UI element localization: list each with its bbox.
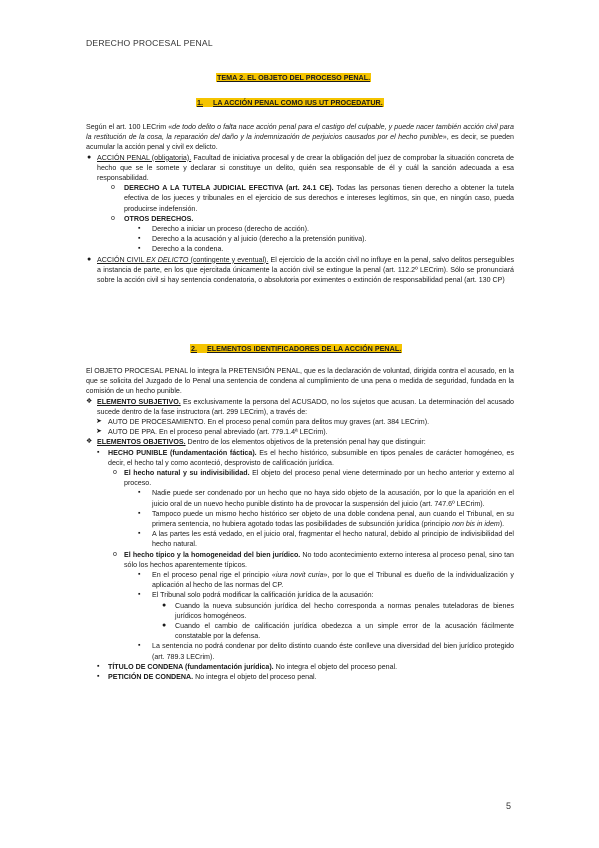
auto-text: AUTO DE PROCESAMIENTO. En el proceso penal común para delitos muy graves (art. 384 LECrim).	[108, 418, 430, 427]
cuando-item-1	[86, 601, 514, 621]
sentencia-item	[86, 641, 514, 661]
hecho-tipico-item	[86, 550, 514, 570]
diamond-bullet-icon: ❖	[86, 397, 93, 405]
hecho-natural-text: El objeto del proceso penal viene determinado por un hecho anterior y externo al proceso.	[124, 469, 514, 488]
square-bullet-icon: ▪	[138, 489, 141, 497]
arrow-bullet-icon: ➤	[96, 418, 102, 426]
auto-procesamiento-item	[86, 417, 514, 427]
subjetivo-text: Es exclusivamente la persona del ACUSADO, no los sujetos que acusan. La determinación del acusado sucede dentro de la fase instructora (art. 299 LECrim), a través de:	[97, 397, 514, 416]
square-bullet-icon: ▪	[138, 642, 141, 650]
objetivos-label: ELEMENTOS OBJETIVOS.	[97, 438, 186, 447]
square-bullet-icon: ▪	[97, 673, 100, 681]
bullet-icon: ●	[87, 153, 92, 161]
natural-point-3	[86, 529, 514, 549]
otros-derechos-label: OTROS DERECHOS.	[124, 214, 194, 223]
accion-penal-item	[86, 153, 514, 184]
hecho-natural-item	[86, 468, 514, 488]
circle-bullet-icon: o	[113, 550, 117, 558]
running-header: DERECHO PROCESAL PENAL	[86, 38, 213, 48]
intro-quote: de todo delito o falta nace acción penal para el castigo del culpable, y puede nacer también acción civil para la restitución de la cosa, la reparación del daño y la indemnización de perjuicios causados por el hecho punible	[86, 123, 514, 142]
accion-civil-text: El ejercicio de la acción civil no influye en la penal, salvo delitos perseguibles a instancia de parte, en los que ejercitada únicamente la acción civil se extingue la penal (art. 112.2º LECrim). Sólo se pronunciará sobre la acción civil si hay sentencia condenatoria, o absolutoria por eximentes o extinción de responsabilidad penal (art. 130 CP)	[97, 255, 514, 285]
tribunal-text: El Tribunal solo podrá modificar la calificación jurídica de la acusación:	[152, 591, 374, 600]
hecho-punible-item	[86, 448, 514, 468]
intro-text-a: Según el art. 100 LECrim «	[86, 123, 173, 131]
derecho-text: Derecho a la acusación y al juicio (derecho a la pretensión punitiva).	[152, 235, 367, 244]
section1-heading	[196, 98, 384, 107]
natural-point-text: Nadie puede ser condenado por un hecho que no haya sido objeto de la acusación, por lo que la aparición en el juicio oral de un nuevo hecho punible distinto ha de provocar la suspensión del juicio (art. 747.6º LECrim).	[152, 489, 514, 508]
natural-point-text: Tampoco puede un mismo hecho histórico ser objeto de una doble condena penal, aun cuando el Tribunal, en su primera sentencia, no hubiera agotado todas las posibilidades de subsunción jurídica (principio	[152, 509, 514, 529]
derecho-text: Derecho a la condena.	[152, 245, 224, 254]
auto-ppa-item	[86, 427, 514, 437]
section1-number: 1.	[197, 98, 203, 107]
iura-novit-curia: iura novit curia	[275, 571, 324, 580]
titulo-condena-item	[86, 662, 514, 672]
square-bullet-icon: ▪	[138, 235, 141, 243]
hecho-tipico-label: El hecho típico y la homogeneidad del bien jurídico.	[124, 550, 301, 559]
natural-point-2	[86, 509, 514, 529]
square-bullet-icon: ▪	[97, 662, 100, 670]
article-100-paragraph	[86, 122, 514, 153]
objeto-procesal-paragraph: El OBJETO PROCESAL PENAL lo integra la PRETENSIÓN PENAL, que es la declaración de voluntad, dirigida contra el acusado, en la que se solicita del Juzgado de lo Penal una sentencia de condena al cumplimiento de una pena o medida de seguridad, fundada en la comisión de un hecho punible.	[86, 367, 514, 396]
accion-penal-label: ACCIÓN PENAL (obligatoria).	[97, 153, 192, 162]
non-bis-close: ).	[499, 520, 505, 529]
section2-body	[86, 366, 514, 682]
square-bullet-icon: ▪	[138, 509, 141, 517]
section1-body	[86, 122, 514, 285]
hecho-natural-label: El hecho natural y su indivisibilidad.	[124, 469, 250, 478]
peticion-condena-item	[86, 672, 514, 682]
cuando-text: Cuando el cambio de calificación jurídica obedezca a un simple error de la acusación fácilmente constatable por la defensa.	[175, 622, 514, 641]
iura-text-a: En el proceso penal rige el principio «	[152, 571, 276, 580]
iura-novit-curia-item	[86, 570, 514, 590]
bullet-icon: ●	[87, 255, 92, 263]
tutela-item	[86, 183, 514, 214]
accion-civil-item	[86, 255, 514, 286]
elementos-objetivos-item	[86, 437, 514, 447]
ex-delicto-label: EX DELICTO	[146, 255, 189, 264]
circle-bullet-icon: o	[113, 469, 117, 477]
bullet-icon: ●	[162, 622, 167, 630]
natural-point-1	[86, 488, 514, 508]
objetivos-text: Dentro de los elementos objetivos de la pretensión penal hay que distinguir:	[185, 438, 426, 447]
square-bullet-icon: ▪	[138, 225, 141, 233]
otros-derecho-1	[86, 224, 514, 234]
accion-civil-label-tail: (contingente y eventual).	[188, 255, 269, 264]
intro-text-c: », es decir, se pueden acumular la acción penal y civil ex delicto.	[86, 133, 514, 152]
section2-heading	[190, 344, 402, 353]
square-bullet-icon: ▪	[138, 245, 141, 253]
cuando-text: Cuando la nueva subsunción jurídica del hecho corresponda a normas penales tuteladoras de bienes jurídicos homogéneos.	[175, 601, 514, 620]
subjetivo-label: ELEMENTO SUBJETIVO.	[97, 397, 181, 406]
section2-title: ELEMENTOS IDENTIFICADORES DE LA ACCIÓN PENAL.	[207, 344, 402, 353]
square-bullet-icon: ▪	[138, 591, 141, 599]
bullet-icon: ●	[162, 601, 167, 609]
titulo-condena-label: TÍTULO DE CONDENA (fundamentación jurídica).	[108, 662, 274, 671]
auto-text: AUTO DE PPA. En el proceso penal abreviado (art. 779.1.4ª LECrim).	[108, 428, 328, 437]
square-bullet-icon: ▪	[138, 571, 141, 579]
peticion-condena-text: No integra el objeto del proceso penal.	[193, 673, 317, 682]
circle-bullet-icon: o	[111, 214, 115, 222]
square-bullet-icon: ▪	[138, 530, 141, 538]
otros-derecho-3	[86, 244, 514, 254]
diamond-bullet-icon: ❖	[86, 438, 93, 446]
hecho-tipico-text: No todo acontecimiento externo interesa al proceso penal, sino tan sólo los hechos aparentemente típicos.	[124, 550, 514, 569]
circle-bullet-icon: o	[111, 184, 115, 192]
section2-number: 2.	[191, 344, 197, 353]
hecho-punible-text: Es el hecho histórico, subsumible en tipos penales de carácter homogéneo, es decir, el hecho tal y como aconteció, desprovisto de calificación jurídica.	[108, 448, 514, 467]
page-number: 5	[505, 801, 511, 811]
tutela-label: DERECHO A LA TUTELA JUDICIAL EFECTIVA (art. 24.1 CE).	[124, 184, 334, 193]
arrow-bullet-icon: ➤	[96, 428, 102, 436]
accion-penal-text: Facultad de iniciativa procesal y de crear la obligación del juez de comprobar la situación concreta de hecho que se le somete y declarar si constituye un delito, quién sea responsable de él y cuál la sanción adecuada a esa responsabilidad.	[97, 153, 514, 183]
titulo-condena-text: No integra el objeto del proceso penal.	[273, 662, 398, 671]
otros-derecho-2	[86, 234, 514, 244]
sentencia-text: La sentencia no podrá condenar por delito distinto cuando éste conlleve una diversidad del bien jurídico protegido (art. 789.3 LECrim).	[152, 642, 514, 661]
accion-civil-label: ACCIÓN CIVIL	[97, 255, 147, 264]
derecho-text: Derecho a iniciar un proceso (derecho de acción).	[152, 225, 309, 234]
tribunal-item	[86, 590, 514, 600]
elemento-subjetivo-item	[86, 397, 514, 417]
iura-text-c: », por lo que el Tribunal es dueño de la individualización y aplicación al hecho de las normas del CP.	[152, 571, 514, 590]
hecho-punible-label: HECHO PUNIBLE (fundamentación fáctica).	[108, 448, 257, 457]
square-bullet-icon: ▪	[97, 448, 100, 456]
cuando-item-2	[86, 621, 514, 641]
non-bis-in-idem: non bis in idem	[452, 520, 500, 529]
tutela-text: Todas las personas tienen derecho a obtener la tutela efectiva de los jueces y tribunales en el ejercicio de sus derechos e intereses legítimos, sin que, en ningún caso, pueda producirse indefensión.	[124, 184, 514, 213]
otros-derechos-item	[86, 214, 514, 224]
section1-title: LA ACCIÓN PENAL COMO IUS UT PROCEDATUR.	[213, 98, 383, 107]
natural-point-text: A las partes les está vedado, en el juicio oral, fragmentar el hecho natural, debido al principio de indivisibilidad del hecho natural.	[152, 530, 514, 549]
peticion-condena-label: PETICIÓN DE CONDENA.	[108, 673, 194, 682]
tema-title: TEMA 2. EL OBJETO DEL PROCESO PENAL.	[217, 73, 371, 82]
